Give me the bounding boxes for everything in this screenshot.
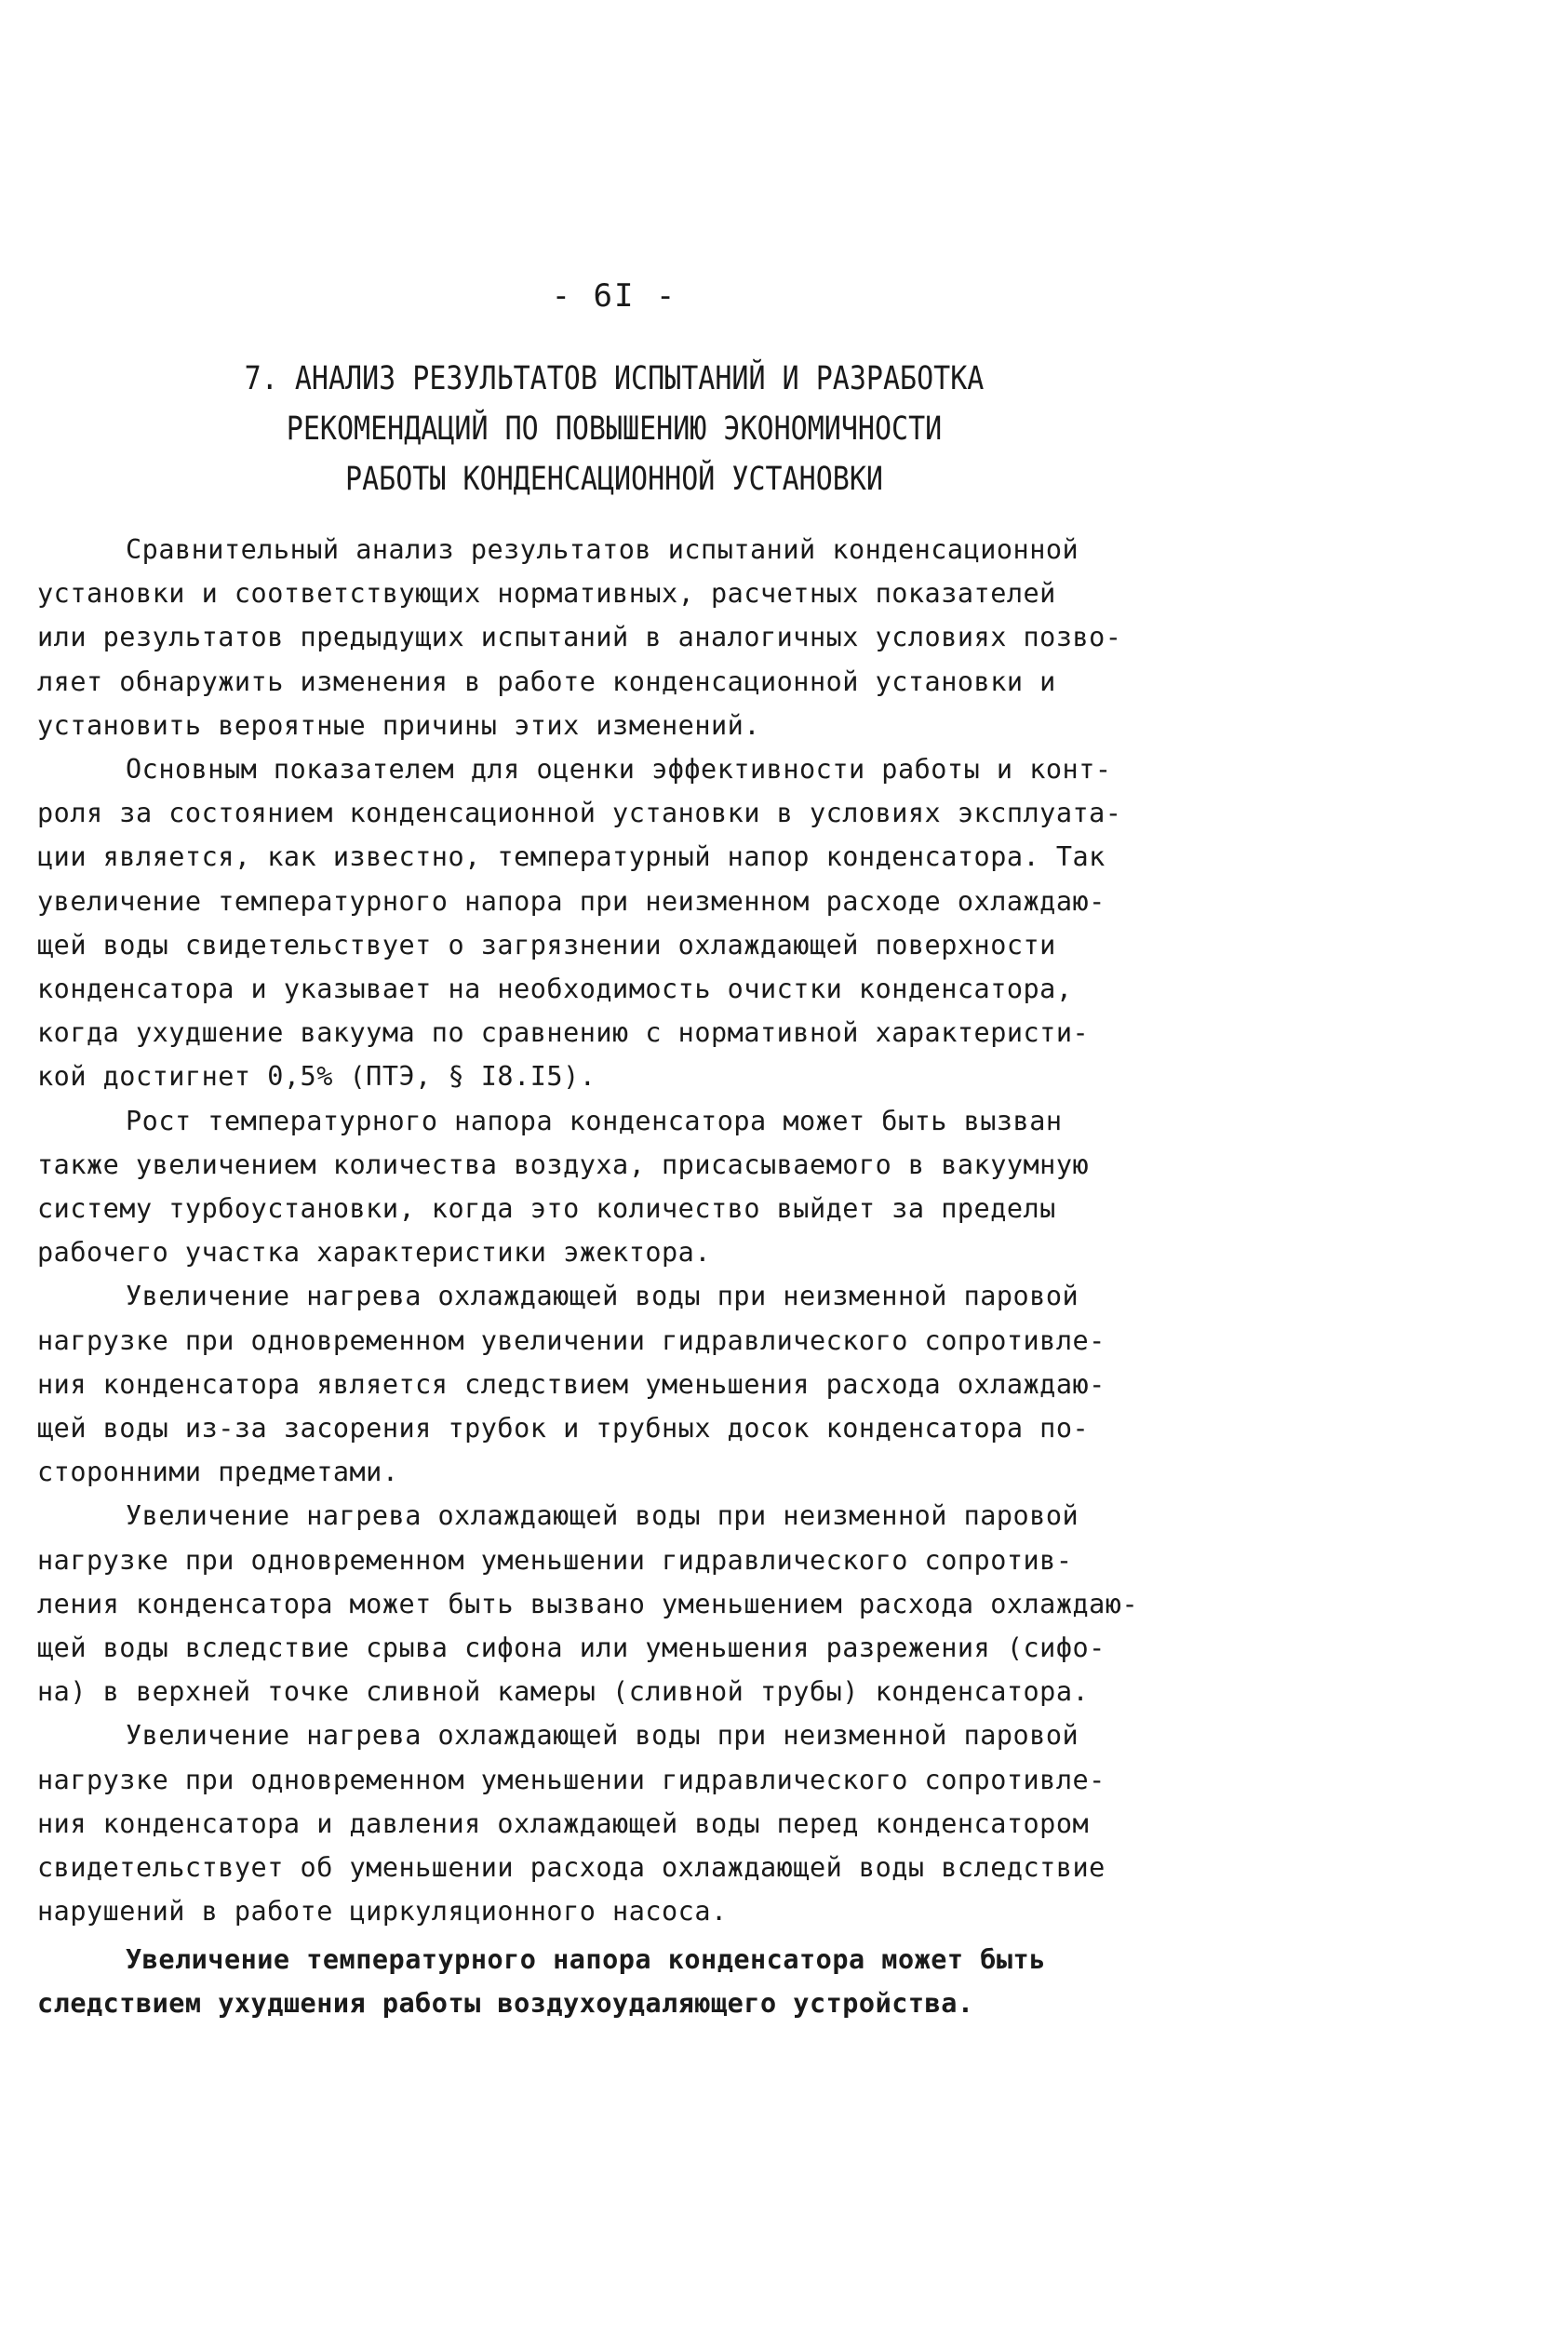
text-line: рабочего участка характеристики эжектора.: [37, 1237, 711, 1269]
text-line: когда ухудшение вакуума по сравнению с нормативной характеристи-: [37, 1017, 1090, 1049]
paragraph-air-ingress: [37, 1099, 1238, 1275]
text-line: щей воды свидетельствует о загрязнении охлаждающей поверхности: [37, 929, 1056, 960]
heading-line: РАБОТЫ КОНДЕНСАЦИОННОЙ УСТАНОВКИ: [345, 461, 883, 499]
text-line: Увеличение нагрева охлаждающей воды при неизменной паровой: [126, 1281, 1079, 1312]
text-line: ния конденсатора и давления охлаждающей воды перед конденсатором: [37, 1807, 1090, 1839]
text-line: нарушений в работе циркуляционного насоса.: [37, 1896, 728, 1927]
paragraph-comparative-analysis: [37, 528, 1238, 747]
page-number: - 6I -: [551, 277, 677, 315]
section-heading: [186, 354, 1042, 504]
text-line: Увеличение нагрева охлаждающей воды при неизменной паровой: [126, 1500, 1079, 1532]
paragraph-pump-failure: [37, 1713, 1238, 1933]
text-line: Сравнительный анализ результатов испытаний конденсационной: [126, 534, 1079, 565]
text-line: ляет обнаружить изменения в работе конденсационной установки и: [37, 665, 1056, 697]
paragraph-main-indicator: [37, 747, 1238, 1099]
paragraph-air-removal: [37, 1938, 1238, 2025]
text-line: сторонними предметами.: [37, 1457, 399, 1488]
heading-line: 7. АНАЛИЗ РЕЗУЛЬТАТОВ ИСПЫТАНИЙ И РАЗРАБОТКА: [244, 359, 985, 398]
text-line: кой достигнет 0,5% (ПТЭ, § I8.I5).: [37, 1061, 596, 1093]
text-line: ления конденсатора может быть вызвано уменьшением расхода охлаждаю-: [37, 1588, 1139, 1619]
text-line: Увеличение нагрева охлаждающей воды при неизменной паровой: [126, 1720, 1079, 1752]
paragraph-siphon-failure: [37, 1494, 1238, 1713]
text-line: конденсатора и указывает на необходимость очистки конденсатора,: [37, 974, 1073, 1005]
text-line: щей воды вследствие срыва сифона или уменьшения разрежения (сифо-: [37, 1632, 1106, 1664]
text-line: Увеличение температурного напора конденсатора может быть: [126, 1943, 1046, 1975]
body-text: [37, 528, 1238, 2025]
paragraph-tube-fouling: [37, 1274, 1238, 1494]
text-line: нагрузке при одновременном увеличении гидравлического сопротивле-: [37, 1324, 1106, 1356]
text-line: установки и соответствующих нормативных, расчетных показателей: [37, 578, 1056, 610]
text-line: систему турбоустановки, когда это количество выйдет за пределы: [37, 1193, 1056, 1225]
heading-line: РЕКОМЕНДАЦИЙ ПО ПОВЫШЕНИЮ ЭКОНОМИЧНОСТИ: [286, 410, 943, 449]
text-line: нагрузке при одновременном уменьшении гидравлического сопротив-: [37, 1544, 1073, 1576]
text-line: увеличение температурного напора при неизменном расходе охлаждаю-: [37, 885, 1106, 917]
text-line: Рост температурного напора конденсатора может быть вызван: [126, 1105, 1063, 1136]
text-line: следствием ухудшения работы воздухоудаляющего устройства.: [37, 1987, 974, 2019]
text-line: или результатов предыдущих испытаний в аналогичных условиях позво-: [37, 622, 1122, 653]
text-line: щей воды из-за засорения трубок и трубных досок конденсатора по-: [37, 1413, 1090, 1444]
text-line: установить вероятные причины этих изменений.: [37, 709, 760, 741]
text-line: также увеличением количества воздуха, присасываемого в вакуумную: [37, 1148, 1090, 1180]
text-line: Основным показателем для оценки эффективности работы и конт-: [126, 754, 1112, 786]
text-line: на) в верхней точке сливной камеры (сливной трубы) конденсатора.: [37, 1676, 1090, 1708]
text-line: свидетельствует об уменьшении расхода охлаждающей воды вследствие: [37, 1852, 1106, 1884]
text-line: роля за состоянием конденсационной установки в условиях эксплуата-: [37, 798, 1122, 829]
text-line: нагрузке при одновременном уменьшении гидравлического сопротивле-: [37, 1764, 1106, 1795]
text-line: ния конденсатора является следствием уменьшения расхода охлаждаю-: [37, 1368, 1106, 1400]
text-line: ции является, как известно, температурный напор конденсатора. Так: [37, 841, 1106, 873]
